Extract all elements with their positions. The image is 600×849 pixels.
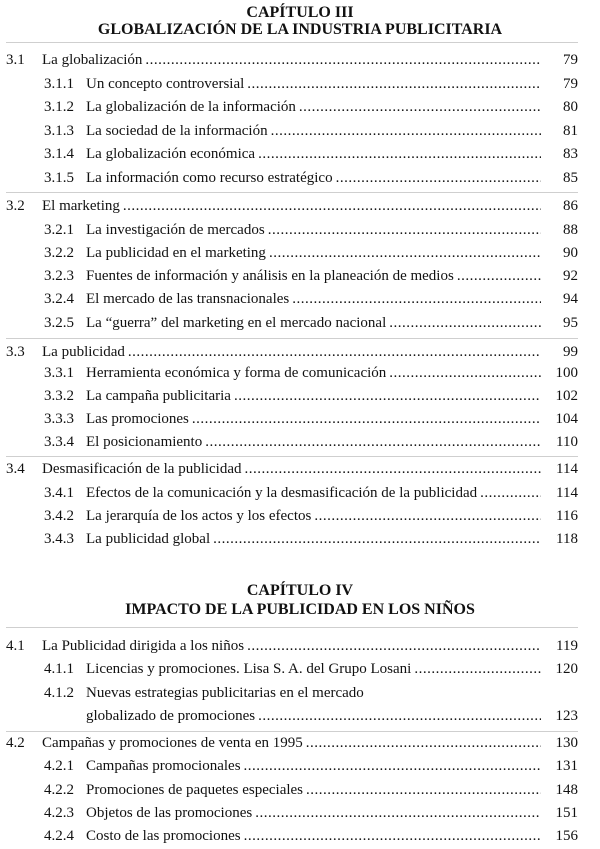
entry-number: 3.1.2	[44, 99, 74, 115]
dot-leader	[336, 168, 541, 188]
dot-leader	[258, 706, 541, 726]
page-number: 119	[556, 638, 578, 654]
page-number: 81	[563, 123, 578, 139]
entry-number: 3.2	[6, 198, 25, 214]
entry-number: 3.2.5	[44, 315, 74, 331]
page-number: 90	[563, 245, 578, 261]
toc-entry[interactable]	[44, 363, 578, 385]
entry-title: La globalización	[42, 52, 143, 68]
entry-number: 3.3	[6, 344, 25, 360]
divider	[6, 627, 578, 628]
entry-number: 3.1	[6, 52, 25, 68]
entry-number: 4.2.1	[44, 758, 74, 774]
toc-entry-continuation[interactable]	[86, 706, 578, 728]
dot-leader	[244, 826, 541, 846]
entry-title: El marketing	[42, 198, 120, 214]
toc-entry[interactable]	[44, 266, 578, 288]
dot-leader	[389, 313, 541, 333]
divider	[6, 338, 578, 339]
dot-leader	[414, 659, 541, 679]
entry-number: 4.1.1	[44, 661, 74, 677]
entry-number: 3.2.4	[44, 291, 74, 307]
toc-entry[interactable]	[44, 144, 578, 166]
entry-title: Herramienta económica y forma de comunicación	[86, 365, 387, 381]
toc-entry[interactable]	[6, 733, 578, 755]
toc-entry[interactable]	[44, 659, 578, 681]
dot-leader	[292, 289, 541, 309]
dot-leader	[299, 97, 541, 117]
page-number: 94	[563, 291, 578, 307]
page-number: 85	[563, 170, 578, 186]
entry-title: Efectos de la comunicación y la desmasificación de la publicidad	[86, 485, 478, 501]
entry-title: La sociedad de la información	[86, 123, 268, 139]
dot-leader	[268, 220, 541, 240]
entry-title: Nuevas estrategias publicitarias en el mercado	[86, 685, 364, 701]
toc-entry[interactable]	[44, 506, 578, 528]
dot-leader	[271, 121, 541, 141]
toc-entry[interactable]	[44, 780, 578, 802]
dot-leader	[306, 780, 541, 800]
entry-title: La jerarquía de los actos y los efectos	[86, 508, 312, 524]
chapter-label: CAPÍTULO III	[246, 4, 354, 21]
divider	[6, 192, 578, 193]
page-number: 92	[563, 268, 578, 284]
entry-number: 3.4.3	[44, 531, 74, 547]
toc-entry[interactable]	[44, 220, 578, 242]
entry-title: Licencias y promociones. Lisa S. A. del Grupo Losani	[86, 661, 412, 677]
toc-entry[interactable]	[44, 483, 578, 505]
entry-number: 4.1.2	[44, 685, 74, 701]
dot-leader	[234, 386, 541, 406]
toc-entry[interactable]	[44, 313, 578, 335]
entry-number: 3.2.2	[44, 245, 74, 261]
page-number: 86	[563, 198, 578, 214]
page-number: 114	[556, 461, 578, 477]
page-number: 79	[563, 52, 578, 68]
entry-number: 3.1.4	[44, 146, 74, 162]
toc-entry[interactable]	[44, 168, 578, 190]
chapter-title: GLOBALIZACIÓN DE LA INDUSTRIA PUBLICITARIA	[97, 21, 503, 38]
entry-number: 4.2.4	[44, 828, 74, 844]
page-number: 131	[555, 758, 578, 774]
entry-title: globalizado de promociones	[86, 708, 256, 724]
entry-title: El posicionamiento	[86, 434, 203, 450]
dot-leader	[314, 506, 541, 526]
toc-entry[interactable]	[44, 97, 578, 119]
toc-entry[interactable]	[44, 121, 578, 143]
toc-entry[interactable]	[44, 756, 578, 778]
entry-title: La globalización económica	[86, 146, 256, 162]
entry-number: 3.4.2	[44, 508, 74, 524]
entry-title: La publicidad en el marketing	[86, 245, 266, 261]
toc-entry[interactable]	[44, 386, 578, 408]
dot-leader	[145, 50, 541, 70]
dot-leader	[247, 74, 541, 94]
divider	[6, 731, 578, 732]
page-number: 104	[555, 411, 578, 427]
page-number: 102	[555, 388, 578, 404]
dot-leader	[245, 459, 541, 479]
page-number: 114	[556, 485, 578, 501]
entry-number: 3.1.1	[44, 76, 74, 92]
divider	[6, 456, 578, 457]
entry-number: 3.3.1	[44, 365, 74, 381]
entry-title: Objetos de las promociones	[86, 805, 253, 821]
entry-title: Desmasificación de la publicidad	[42, 461, 242, 477]
entry-number: 3.4.1	[44, 485, 74, 501]
entry-number: 3.2.1	[44, 222, 74, 238]
entry-title: El mercado de las transnacionales	[86, 291, 290, 307]
dot-leader	[258, 144, 541, 164]
entry-number: 4.2.2	[44, 782, 74, 798]
toc-entry[interactable]	[44, 826, 578, 848]
toc-entry[interactable]	[44, 803, 578, 825]
page-number: 100	[555, 365, 578, 381]
chapter-title: IMPACTO DE LA PUBLICIDAD EN LOS NIÑOS	[125, 601, 475, 618]
entry-title: Un concepto controversial	[86, 76, 245, 92]
toc-entry[interactable]	[6, 50, 578, 72]
entry-number: 3.1.3	[44, 123, 74, 139]
entry-number: 3.3.2	[44, 388, 74, 404]
page-number: 118	[556, 531, 578, 547]
entry-title: La globalización de la información	[86, 99, 296, 115]
page-number: 99	[563, 344, 578, 360]
page-number: 88	[563, 222, 578, 238]
dot-leader	[128, 342, 541, 362]
toc-entry[interactable]	[44, 409, 578, 431]
toc-entry[interactable]	[44, 74, 578, 96]
divider	[6, 42, 578, 43]
dot-leader	[247, 636, 541, 656]
page-number: 130	[555, 735, 578, 751]
dot-leader	[306, 733, 541, 753]
dot-leader	[123, 196, 541, 216]
entry-title: La investigación de mercados	[86, 222, 265, 238]
entry-number: 4.2	[6, 735, 25, 751]
toc-entry[interactable]	[6, 196, 578, 218]
dot-leader	[192, 409, 541, 429]
page-number: 148	[555, 782, 578, 798]
dot-leader	[213, 529, 541, 549]
page-number: 120	[555, 661, 578, 677]
chapter-label: CAPÍTULO IV	[246, 582, 354, 599]
toc-entry[interactable]	[44, 243, 578, 265]
entry-number: 3.2.3	[44, 268, 74, 284]
dot-leader	[205, 432, 541, 452]
dot-leader	[255, 803, 541, 823]
dot-leader	[480, 483, 541, 503]
entry-number: 4.2.3	[44, 805, 74, 821]
entry-number: 4.1	[6, 638, 25, 654]
page-number: 83	[563, 146, 578, 162]
entry-title: Las promociones	[86, 411, 189, 427]
toc-entry[interactable]	[6, 459, 578, 481]
entry-title: Promociones de paquetes especiales	[86, 782, 304, 798]
page-number: 116	[556, 508, 578, 524]
entry-title: La Publicidad dirigida a los niños	[42, 638, 245, 654]
dot-leader	[389, 363, 541, 383]
entry-number: 3.3.3	[44, 411, 74, 427]
entry-title: La “guerra” del marketing en el mercado nacional	[86, 315, 387, 331]
toc-entry[interactable]	[44, 529, 578, 551]
entry-title: La información como recurso estratégico	[86, 170, 333, 186]
page-number: 95	[563, 315, 578, 331]
dot-leader	[269, 243, 541, 263]
entry-title: La publicidad	[42, 344, 125, 360]
entry-number: 3.3.4	[44, 434, 74, 450]
page-number: 80	[563, 99, 578, 115]
entry-title: Costo de las promociones	[86, 828, 241, 844]
entry-title: La campaña publicitaria	[86, 388, 231, 404]
toc-entry[interactable]	[6, 342, 578, 364]
page-number: 123	[555, 708, 578, 724]
entry-number: 3.4	[6, 461, 25, 477]
page-number: 110	[556, 434, 578, 450]
entry-title: Fuentes de información y análisis en la planeación de medios	[86, 268, 454, 284]
entry-title: Campañas promocionales	[86, 758, 241, 774]
toc-entry[interactable]	[44, 432, 578, 454]
entry-title: La publicidad global	[86, 531, 211, 547]
page-number: 79	[563, 76, 578, 92]
entry-number: 3.1.5	[44, 170, 74, 186]
toc-entry[interactable]	[44, 289, 578, 311]
page-number: 151	[555, 805, 578, 821]
entry-title: Campañas y promociones de venta en 1995	[42, 735, 303, 751]
toc-entry[interactable]	[6, 636, 578, 658]
page-number: 156	[555, 828, 578, 844]
dot-leader	[244, 756, 541, 776]
dot-leader	[457, 266, 541, 286]
toc-entry[interactable]	[44, 683, 578, 705]
